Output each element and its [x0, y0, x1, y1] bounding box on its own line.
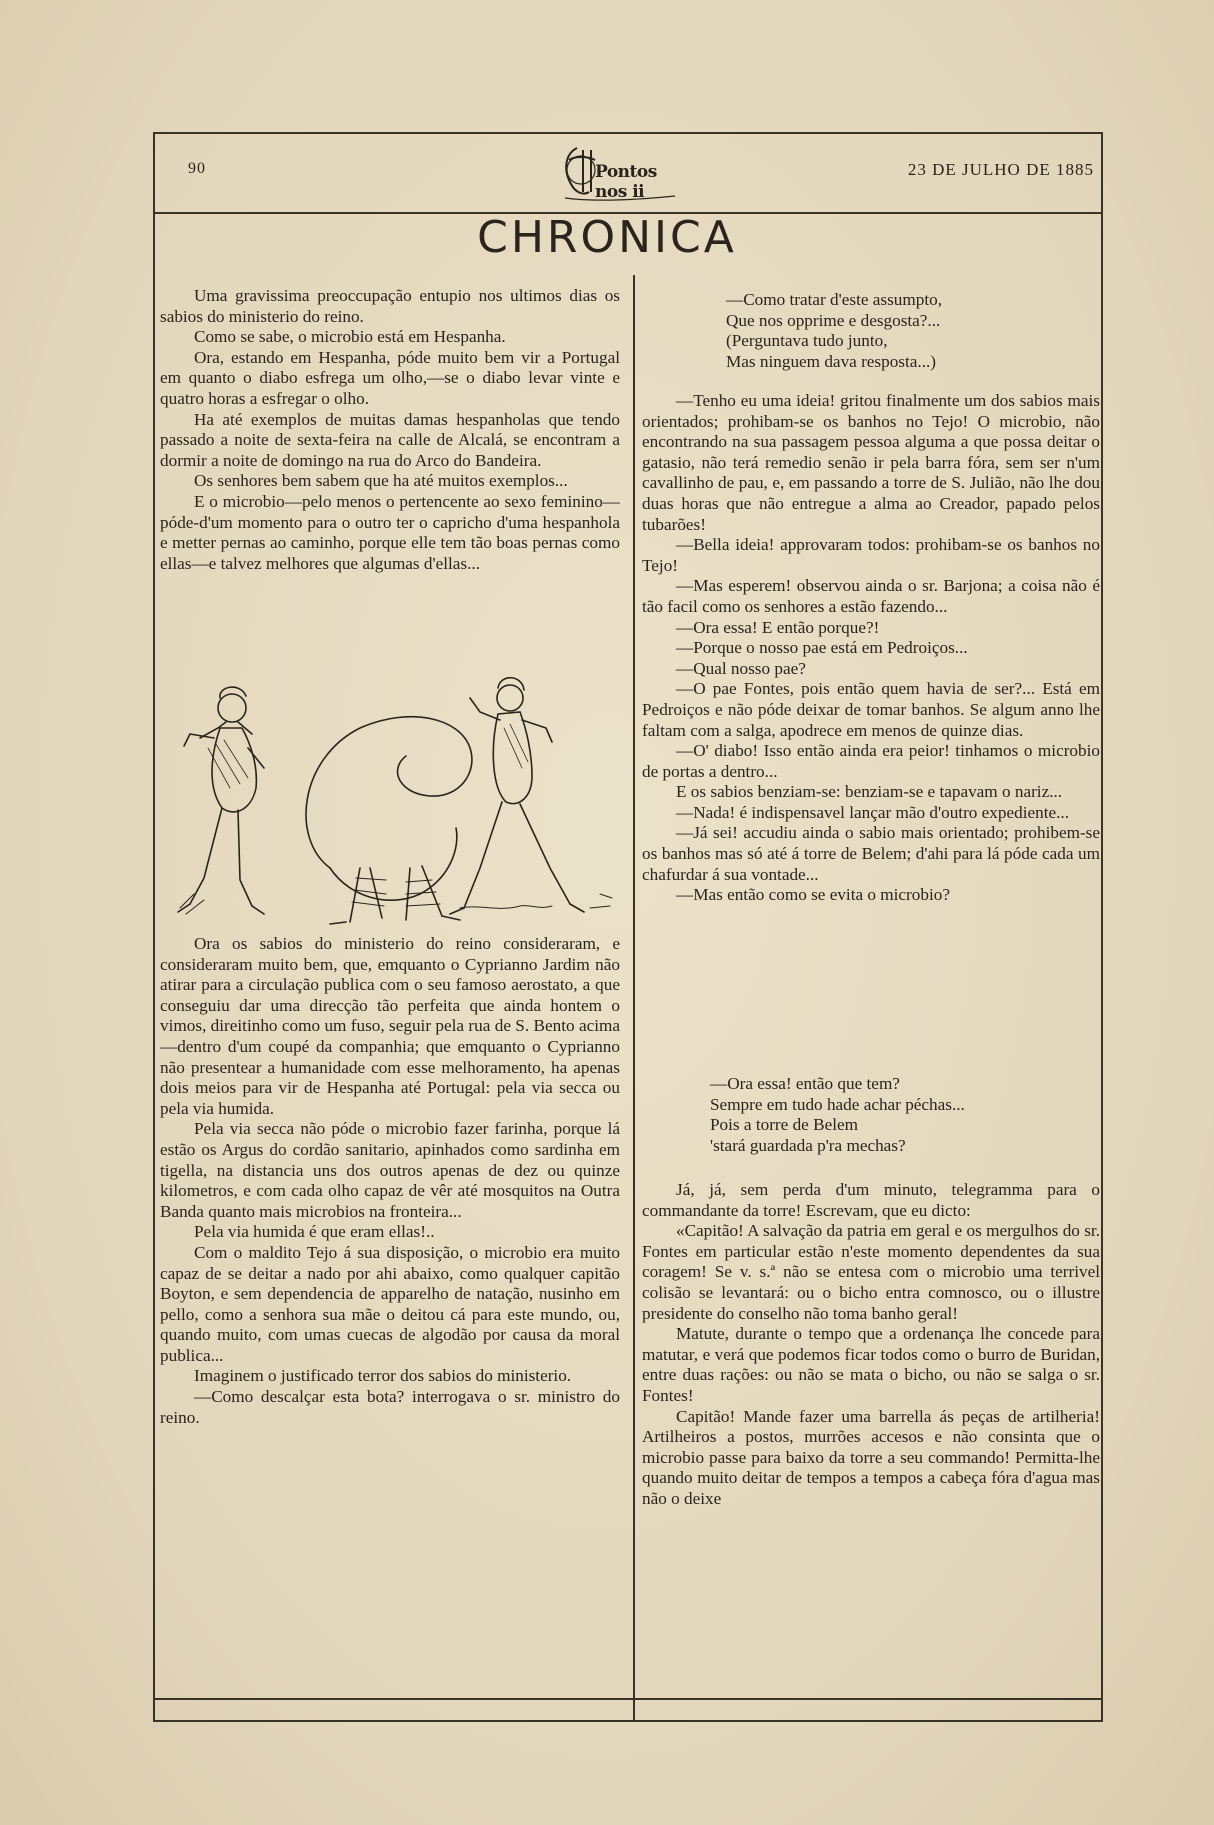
paragraph: Pela via secca não póde o microbio fazer farinha, porque lá estão os Argus do cordão sanitario, apinhados como sardinha em tigella, na distancia uns dos outros apenas de dez ou quinze kilometros, e com cada olho capaz de vêr até mosquitos na Outra Banda quanto mais microbios na fronteira...: [160, 1119, 620, 1221]
paragraph: —Qual nosso pae?: [676, 658, 806, 678]
verse-line: Sempre em tudo hade achar péchas...: [710, 1094, 965, 1114]
page-title: CHRONICA: [477, 212, 737, 263]
paragraph: Como se sabe, o microbio está em Hespanha.: [194, 327, 506, 347]
paragraph: Uma gravissima preoccupação entupio nos ultimos dias os sabios do ministerio do reino.: [160, 286, 620, 326]
paragraph: —Bella ideia! approvaram todos: prohibam-se os banhos no Tejo!: [642, 535, 1100, 575]
paragraph: Com o maldito Tejo á sua disposição, o microbio era muito capaz de se deitar a nado por ahi abaixo, como qualquer capitão Boyton, e sem dependencia de apparelho de natação, nusinho em pello, como a senhora sua mãe o deitou cá para este mundo, ou, quando muito, com umas cuecas de algodão por causa da moral publica...: [160, 1242, 620, 1365]
verse-line: —Como tratar d'este assumpto,: [726, 290, 942, 309]
verse-line: Pois a torre de Belem: [710, 1115, 858, 1135]
caricature-microbe-and-dancers-icon: [160, 668, 620, 930]
paragraph: —Ora essa! E então porque?!: [676, 617, 880, 637]
page-number: 90: [188, 160, 206, 177]
paragraph: Ora, estando em Hespanha, póde muito bem vir a Portugal em quanto o diabo esfrega um olho,—se o diabo levar vinte e quatro horas a esfregar o olho.: [160, 347, 620, 408]
verse-line: (Perguntava tudo junto,: [726, 331, 888, 351]
left-column-top: [160, 286, 620, 574]
paragraph: —Tenho eu uma ideia! gritou finalmente um dos sabios mais orientados; prohibam-se os banhos no Tejo! O microbio, não encontrando na sua passagem pessoa alguma a que possa deitar o gatasio, não terá remedio senão ir pela barra fóra, sem ser n'um cavallinho de pau, e, em passando a torre de S. Julião, não lhe dou duas horas que não entregue a alma ao Creador, papado pelos tubarões!: [642, 391, 1100, 534]
illustration: [160, 668, 620, 930]
paragraph: Ha até exemplos de muitas damas hespanholas que tendo passado a noite de sexta-feira na calle de Alcalá, se encontram a dormir a noite de domingo na rua do Arco do Bandeira.: [160, 409, 620, 470]
paragraph: E os sabios benziam-se: benziam-se e tapavam o nariz...: [676, 782, 1063, 802]
paragraph: —Como descalçar esta bota? interrogava o sr. ministro do reino.: [160, 1387, 620, 1427]
paragraph: Matute, durante o tempo que a ordenança lhe concede para matutar, e verá que podemos ficar todos como o burro de Buridan, entre duas rações: ou não se mata o bicho, ou não se salga o sr. Fontes!: [642, 1324, 1100, 1405]
paragraph: —Porque o nosso pae está em Pedroiços...: [676, 638, 968, 658]
paragraph: «Capitão! A salvação da patria em geral e os mergulhos do sr. Fontes em particular estão n'este momento dependentes da sua coragem! Se v. s.ª não se entesa com o microbio uma terrivel colisão se levantará: ou o bicho entra comnosco, ou o illustre presidente do conselho não toma banho geral!: [642, 1221, 1100, 1323]
issue-date: 23 DE JULHO DE 1885: [907, 160, 1094, 179]
verse-line: 'stará guardada p'ra mechas?: [710, 1135, 906, 1155]
paragraph: —O pae Fontes, pois então quem havia de ser?... Está em Pedroiços e não póde deixar de tomar banhos. Se algum anno lhe faltam com a salga, apodrece em menos de quinze dias.: [642, 679, 1100, 740]
masthead-title: Pontos nos ii: [595, 162, 657, 202]
paragraph: Pela via humida é que eram ellas!..: [194, 1222, 435, 1242]
paragraph: —Já sei! accudiu ainda o sabio mais orientado; prohibem-se os banhos mas só até á torre de Belem; d'ahi para lá póde cada um chafurdar á sua vontade...: [642, 823, 1100, 884]
bottom-rule: [153, 1698, 1103, 1700]
paragraph: Imaginem o justificado terror dos sabios do ministerio.: [194, 1366, 572, 1386]
right-column-bottom: [642, 1180, 1100, 1510]
verse-stanza-1: [726, 290, 1106, 372]
paragraph: Os senhores bem sabem que ha até muitos exemplos...: [194, 471, 568, 491]
paragraph: —Mas esperem! observou ainda o sr. Barjona; a coisa não é tão facil como os senhores a estão fazendo...: [642, 576, 1100, 616]
paragraph: —Mas então como se evita o microbio?: [676, 885, 950, 905]
verse-line: —Ora essa! então que tem?: [710, 1074, 900, 1093]
paragraph: —Nada! é indispensavel lançar mão d'outro expediente...: [676, 802, 1070, 822]
paragraph: Capitão! Mande fazer uma barrella ás peças de artilheria! Artilheiros a postos, murrões accesos e não consinta que o microbio passe para baixo da torre a seu commando! Permitta-lhe quando muito deitar de tempos a tempos a cabeça fóra d'agua mas não o deixe: [642, 1406, 1100, 1508]
paragraph: E o microbio—pelo menos o pertencente ao sexo feminino—póde-d'um momento para o outro ter o capricho d'uma hespanhola e metter pernas ao caminho, porque elle tem tão boas pernas como ellas—e talvez melhores que algumas d'ellas...: [160, 491, 620, 573]
verse-stanza-2: [710, 1074, 1090, 1156]
paragraph: Já, já, sem perda d'um minuto, telegramma para o commandante da torre! Escrevam, que eu dicto:: [642, 1180, 1100, 1220]
left-column-bottom: [160, 934, 620, 1428]
paragraph: —O' diabo! Isso então ainda era peior! tinhamos o microbio de portas a dentro...: [642, 741, 1100, 781]
column-rule: [633, 275, 635, 1722]
paragraph: Ora os sabios do ministerio do reino consideraram, e consideraram muito bem, que, emquanto o Cyprianno Jardim não atirar para a circulação publica com o seu famoso aerostato, a que conseguiu dar uma direcção tão perfeita que ainda hontem o vimos, direitinho como um fuso, seguir pela rua de S. Bento acima—dentro d'um coupé da companhia; que emquanto o Cyprianno não presentear a humanidade com esse melhoramento, ha apenas dois meios para vir de Hespanha até Portugal: pela via secca ou pela via humida.: [160, 934, 620, 1118]
verse-line: Que nos opprime e desgosta?...: [726, 310, 941, 330]
right-column-middle: [642, 391, 1100, 906]
masthead: [555, 140, 685, 206]
verse-line: Mas ninguem dava resposta...): [726, 351, 937, 371]
